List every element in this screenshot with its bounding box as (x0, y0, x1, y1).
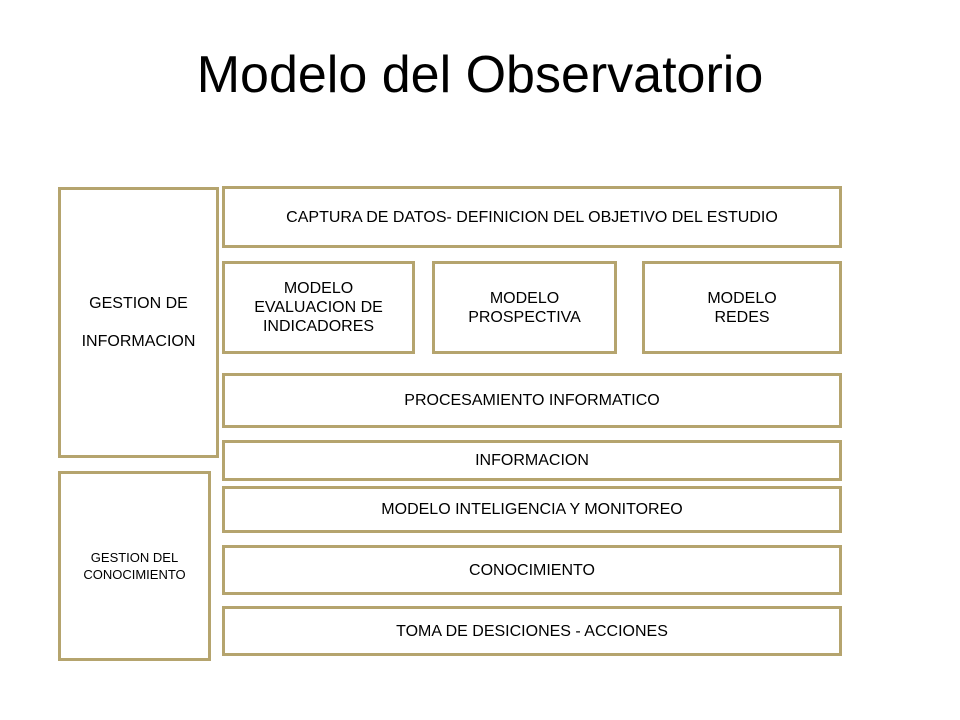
toma-decisiones-box (222, 606, 842, 656)
modelo-redes-box (642, 261, 842, 354)
procesamiento-label: PROCESAMIENTO INFORMATICO (404, 392, 660, 409)
procesamiento-box (222, 373, 842, 428)
toma-decisiones-label: TOMA DE DESICIONES - ACCIONES (396, 622, 668, 640)
inteligencia-monitoreo-box (222, 486, 842, 533)
modelo-prospectiva-box (432, 261, 617, 354)
gestion-conocimiento-box (58, 471, 211, 661)
informacion-label: INFORMACION (475, 452, 589, 469)
modelo-evaluacion-label: MODELO EVALUACION DE INDICADORES (254, 280, 383, 335)
inteligencia-monitoreo-label: MODELO INTELIGENCIA Y MONITOREO (381, 501, 683, 518)
captura-datos-box (222, 186, 842, 248)
informacion-box (222, 440, 842, 481)
captura-datos-label: CAPTURA DE DATOS- DEFINICION DEL OBJETIVO DEL ESTUDIO (286, 208, 778, 226)
gestion-informacion-label: GESTION DE INFORMACION (81, 295, 196, 350)
modelo-redes-label: MODELO REDES (707, 289, 777, 326)
modelo-evaluacion-box (222, 261, 415, 354)
conocimiento-label: CONOCIMIENTO (469, 561, 595, 579)
gestion-conocimiento-label: GESTION DEL CONOCIMIENTO (83, 550, 186, 582)
conocimiento-box (222, 545, 842, 595)
diagram-title: Modelo del Observatorio (196, 46, 764, 104)
modelo-prospectiva-label: MODELO PROSPECTIVA (468, 289, 581, 326)
gestion-informacion-box (58, 187, 219, 458)
